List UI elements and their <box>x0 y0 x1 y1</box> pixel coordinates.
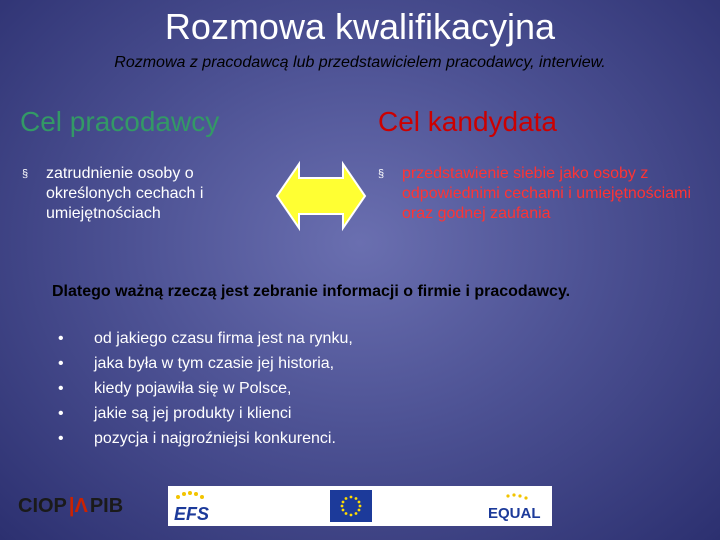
key-statement: Dlatego ważną rzeczą jest zebranie informacji o firmie i pracodawcy. <box>52 283 571 300</box>
candidate-bullet <box>378 164 698 224</box>
list-item-text: od jakiego czasu firma jest na rynku, <box>94 330 353 347</box>
list-item <box>58 376 353 401</box>
bullet-dot-icon: • <box>58 380 64 397</box>
bullet-dot-icon: • <box>58 405 64 422</box>
bullet-marker-icon: § <box>22 168 29 180</box>
info-list <box>58 326 353 451</box>
sponsor-logo-strip <box>168 486 552 526</box>
pib-logo-text: PIB <box>89 495 124 517</box>
efs-logo <box>170 490 230 524</box>
employer-bullet-text: zatrudnienie osoby o określonych cechach i umiejętnościach <box>46 165 204 222</box>
list-item <box>58 426 353 451</box>
equal-logo-text: EQUAL <box>488 505 541 522</box>
list-item-text: kiedy pojawiła się w Polsce, <box>94 380 292 397</box>
bullet-dot-icon: • <box>58 430 64 447</box>
efs-logo-text: EFS <box>174 504 210 524</box>
ciop-pib-logo <box>18 495 123 518</box>
employer-heading: Cel pracodawcy <box>20 106 220 137</box>
eu-flag-icon <box>330 490 372 522</box>
equal-logo <box>486 492 548 522</box>
list-item <box>58 326 353 351</box>
employer-bullet <box>22 164 282 224</box>
candidate-heading: Cel kandydata <box>378 106 558 137</box>
bullet-marker-icon: § <box>378 168 385 180</box>
double-arrow-icon <box>275 160 367 232</box>
list-item-text: pozycja i najgroźniejsi konkurenci. <box>94 430 336 447</box>
slide-title: Rozmowa kwalifikacyjna <box>164 6 556 47</box>
list-item-text: jakie są jej produkty i klienci <box>94 405 292 422</box>
bullet-dot-icon: • <box>58 330 64 347</box>
ciop-logo-mark: |Λ <box>68 495 88 517</box>
list-item-text: jaka była w tym czasie jej historia, <box>94 355 335 372</box>
candidate-bullet-text: przedstawienie siebie jako osoby z odpowiednimi cechami i umiejętnościami oraz godnej zaufania <box>402 165 692 222</box>
list-item <box>58 351 353 376</box>
slide-subtitle: Rozmowa z pracodawcą lub przedstawicielem pracodawcy, interview. <box>114 54 606 71</box>
ciop-logo-text: CIOP <box>18 495 67 517</box>
bullet-dot-icon: • <box>58 355 64 372</box>
list-item <box>58 401 353 426</box>
